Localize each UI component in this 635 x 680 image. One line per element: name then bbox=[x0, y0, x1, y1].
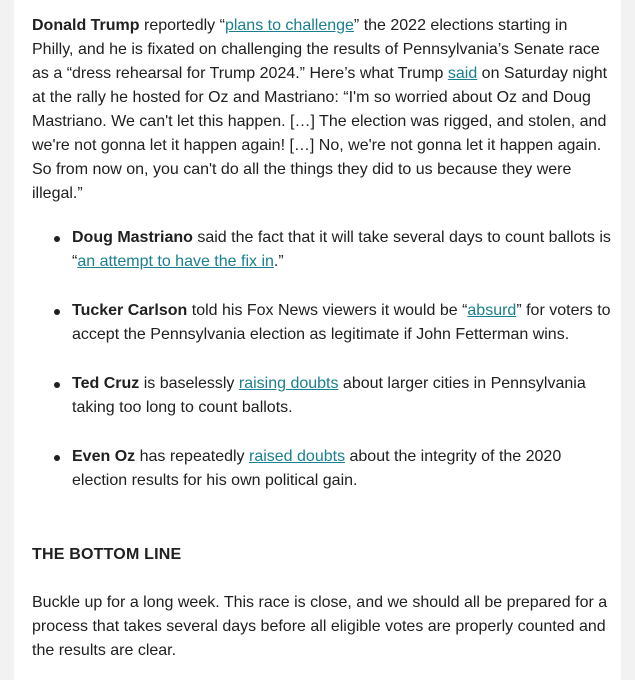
newsletter-content bbox=[32, 14, 612, 663]
fix-in-link[interactable]: an attempt to have the fix in bbox=[77, 253, 274, 270]
bullet-text: ” for voters to accept the Pennsylvania election as legitimate if John Fetterman wins. bbox=[72, 302, 611, 343]
bullet-text: said the fact that it will take several days to count ballots is “ bbox=[72, 229, 611, 270]
bullet-text: .” bbox=[273, 253, 284, 270]
bullet-item-mastriano bbox=[72, 226, 612, 274]
bottom-line-heading: THE BOTTOM LINE bbox=[32, 546, 182, 563]
bullet-text: is baselessly bbox=[139, 375, 239, 392]
bullet-item-oz bbox=[72, 445, 612, 493]
bottom-line-paragraph: Buckle up for a long week. This race is close, and we should all be prepared for a process that takes several days before all eligible votes are properly counted and the results are clear. bbox=[32, 594, 608, 659]
bullet-text: has repeatedly bbox=[135, 448, 249, 465]
bullet-name: Ted Cruz bbox=[72, 375, 140, 392]
raising-doubts-link[interactable]: raising doubts bbox=[238, 375, 339, 392]
bullet-text: told his Fox News viewers it would be “ bbox=[187, 302, 468, 319]
plans-to-challenge-link[interactable]: plans to challenge bbox=[224, 17, 354, 34]
bullet-item-cruz bbox=[72, 372, 612, 420]
newsletter-card bbox=[14, 0, 621, 680]
bullet-list bbox=[32, 226, 612, 493]
bullet-name: Even Oz bbox=[72, 448, 136, 465]
said-link[interactable]: said bbox=[447, 65, 478, 82]
intro-text-3: on Saturday night at the rally he hosted for Oz and Mastriano: “I'm so worried about Oz and Doug Mastriano. We can't let this happen. […] The election was rigged, and stolen, and we're not gonna let it happen again! […] No, we're not gonna let it happen again. So from now on, you can't do all the things they did to us because they were illegal.” bbox=[32, 65, 608, 202]
intro-text-1: reportedly “ bbox=[139, 17, 225, 34]
intro-paragraph bbox=[32, 14, 612, 206]
bullet-text: about larger cities in Pennsylvania taking too long to count ballots. bbox=[72, 375, 586, 416]
raised-doubts-link[interactable]: raised doubts bbox=[249, 448, 346, 465]
bullet-name: Tucker Carlson bbox=[72, 302, 188, 319]
bullet-text: about the integrity of the 2020 election results for his own political gain. bbox=[72, 448, 562, 489]
absurd-link[interactable]: absurd bbox=[467, 302, 517, 319]
bullet-name: Doug Mastriano bbox=[72, 229, 193, 246]
intro-name: Donald Trump bbox=[32, 17, 140, 34]
bullet-item-carlson bbox=[72, 299, 612, 347]
intro-text-2: ” the 2022 elections starting in Philly, and he is fixated on challenging the results of Pennsylvania’s Senate race as a “dress rehearsal for Trump 2024.” Here’s what Trump bbox=[32, 17, 600, 82]
